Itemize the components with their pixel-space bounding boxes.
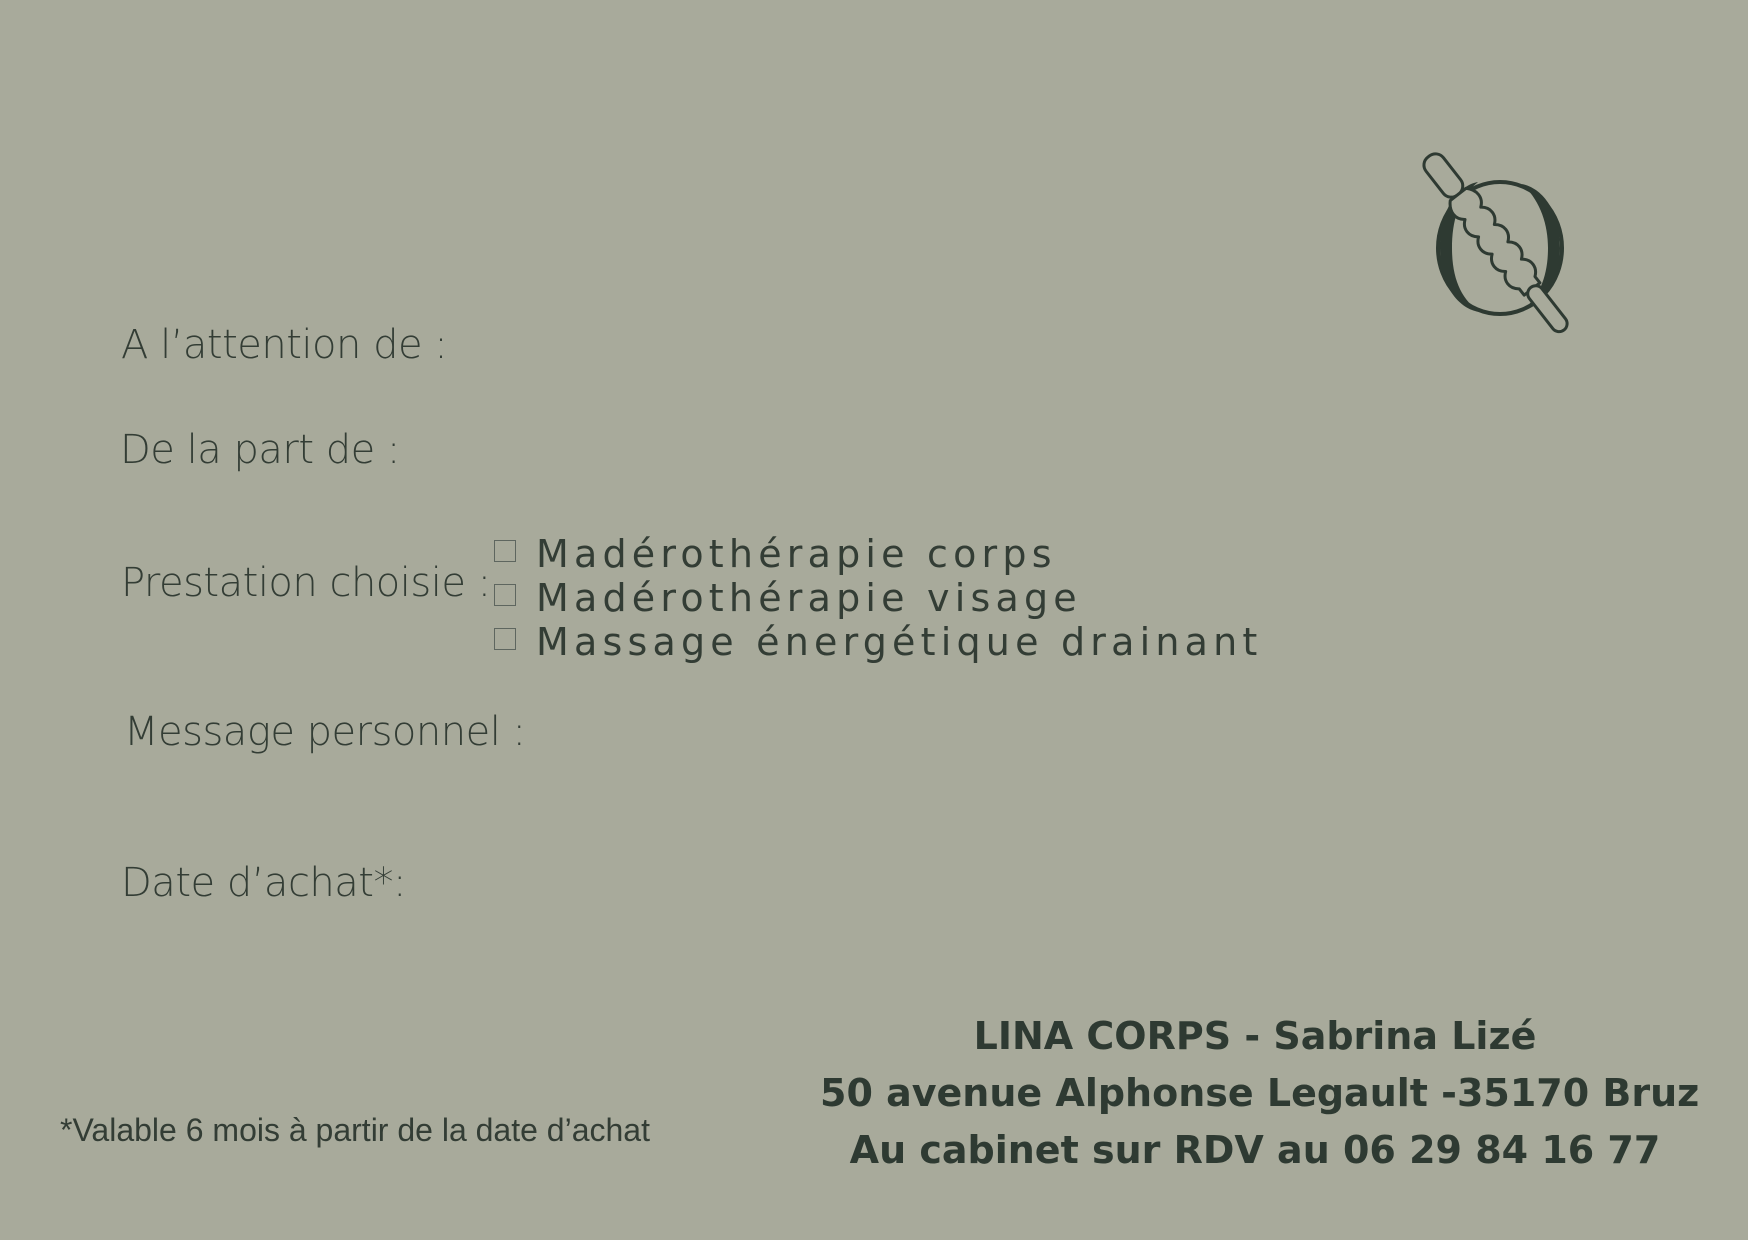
service-option-label: Madérothérapie visage <box>536 576 1082 620</box>
service-options <box>494 532 1263 664</box>
service-label: Prestation choisie : <box>121 560 491 606</box>
service-option-label: Madérothérapie corps <box>536 532 1057 576</box>
service-checkbox[interactable] <box>494 628 516 650</box>
service-option-body[interactable] <box>494 532 1263 576</box>
message-label: Message personnel : <box>124 709 526 755</box>
service-checkbox[interactable] <box>494 584 516 606</box>
service-checkbox[interactable] <box>494 540 516 562</box>
contact-block <box>820 1008 1700 1179</box>
service-option-face[interactable] <box>494 576 1263 620</box>
roller-o-logo-icon <box>1418 140 1578 340</box>
appointment-phone: Au cabinet sur RDV au 06 29 84 16 77 <box>849 1128 1661 1172</box>
service-option-label: Massage énergétique drainant <box>536 620 1263 664</box>
from-label: De la part de : <box>120 427 400 473</box>
service-option-massage[interactable] <box>494 620 1263 664</box>
business-name: LINA CORPS - Sabrina Lizé <box>973 1014 1537 1058</box>
purchase-date-label: Date d’achat*: <box>121 860 406 906</box>
attention-label: A l’attention de : <box>121 322 448 368</box>
business-address: 50 avenue Alphonse Legault -35170 Bruz <box>820 1071 1700 1115</box>
validity-footnote: *Valable 6 mois à partir de la date d’achat <box>60 1112 650 1148</box>
